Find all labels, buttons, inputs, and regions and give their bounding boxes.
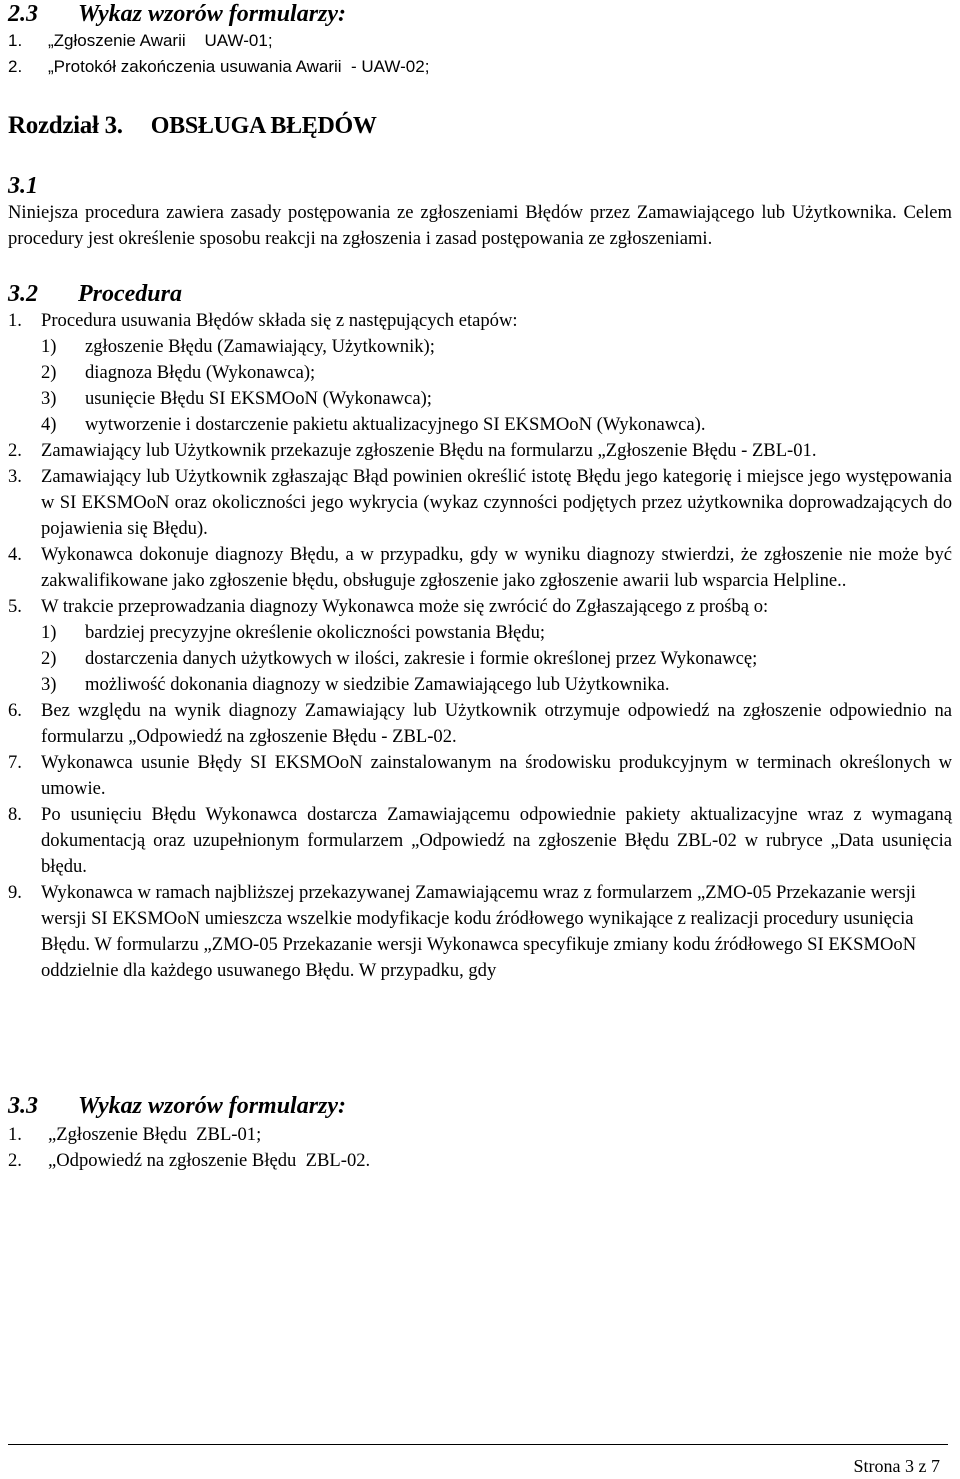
section-number: 3.2: [8, 281, 38, 307]
sub-item-number: 2): [41, 648, 57, 669]
list-item-text: Po usunięciu Błędu Wykonawca dostarcza Zamawiającemu odpowiednie pakiety aktualizacyjne wraz z wymaganą dokumentacją oraz uzupełnionym formularzem „Odpowiedź na zgłoszenie Błędu ZBL-02 w rubryce „Data usunięcia błędu.: [41, 804, 952, 877]
section-number: 3.3: [8, 1093, 38, 1119]
sub-list-item: [41, 334, 952, 360]
list-item-text: Zamawiający lub Użytkownik zgłaszając Błąd powinien określić istotę Błędu jego kategorię i miejsce jego występowania w SI EKSMOoN oraz okoliczności jego wykrycia (wykaz czynności podjętych przez użytkownika doprowadzających do pojawienia się Błędu).: [41, 466, 952, 539]
sub-item-text: diagnoza Błędu (Wykonawca);: [85, 362, 316, 383]
forms-list: [8, 28, 958, 80]
list-item-number: 2.: [8, 1150, 22, 1171]
list-item-number: 1.: [8, 310, 22, 331]
sub-item-number: 3): [41, 674, 57, 695]
list-item: [8, 542, 952, 594]
sub-list: [41, 334, 952, 438]
sub-list-item: [41, 386, 952, 412]
sub-item-number: 1): [41, 622, 57, 643]
list-item: [8, 750, 952, 802]
list-item-text: „Zgłoszenie Awarii UAW-01;: [48, 31, 273, 50]
list-item-number: 2.: [8, 440, 22, 461]
sub-item-number: 2): [41, 362, 57, 383]
section-title: Wykaz wzorów formularzy:: [78, 1093, 347, 1119]
sub-list-item: [41, 646, 952, 672]
list-item-number: 1.: [8, 1124, 22, 1145]
list-item-number: 1.: [8, 31, 23, 50]
list-item: [8, 438, 952, 464]
section-title: Procedura: [78, 281, 182, 307]
list-item-number: 2.: [8, 57, 23, 76]
list-item: [8, 54, 958, 80]
list-item-number: 3.: [8, 466, 22, 487]
list-item: [8, 28, 958, 54]
list-item-number: 4.: [8, 544, 22, 565]
sub-list: [41, 620, 952, 698]
list-item: [8, 308, 952, 438]
list-item-text: Bez względu na wynik diagnozy Zamawiający lub Użytkownik otrzymuje odpowiedź na zgłoszenie odpowiednio na formularzu „Odpowiedź na zgłoszenie Błędu - ZBL-02.: [41, 700, 952, 747]
sub-item-text: możliwość dokonania diagnozy w siedzibie Zamawiającego lub Użytkownika.: [85, 674, 670, 695]
section-number: 3.1: [8, 173, 38, 199]
list-item-text: W trakcie przeprowadzania diagnozy Wykonawca może się zwrócić do Zgłaszającego z prośbą o:: [41, 596, 769, 617]
sub-item-number: 1): [41, 336, 57, 357]
sub-item-text: wytworzenie i dostarczenie pakietu aktualizacyjnego SI EKSMOoN (Wykonawca).: [85, 414, 706, 435]
section-title: Wykaz wzorów formularzy:: [78, 1, 347, 27]
chapter-label: Rozdział 3.: [8, 112, 123, 139]
list-item: [8, 698, 952, 750]
section-paragraph: Niniejsza procedura zawiera zasady postępowania ze zgłoszeniami Błędów przez Zamawiającego lub Użytkownika. Celem procedury jest określenie sposobu reakcji na zgłoszenia i zasad postępowania ze zgłoszeniami.: [8, 202, 952, 249]
section-heading: [8, 280, 952, 308]
forms-list: [8, 1122, 958, 1174]
section-heading: [8, 172, 952, 200]
section-number: 2.3: [8, 1, 38, 27]
sub-item-number: 3): [41, 388, 57, 409]
list-item: [8, 464, 952, 542]
list-item: [8, 1122, 958, 1148]
list-item-text: „Zgłoszenie Błędu ZBL-01;: [48, 1124, 262, 1145]
page-number: Strona 3 z 7: [853, 1456, 940, 1476]
list-item-number: 8.: [8, 804, 22, 825]
sub-list-item: [41, 412, 952, 438]
section-heading: [8, 0, 958, 28]
list-item-text: „Odpowiedź na zgłoszenie Błędu ZBL-02.: [48, 1150, 371, 1171]
sub-item-text: bardziej precyzyjne określenie okoliczności powstania Błędu;: [85, 622, 546, 643]
procedure-list: [8, 308, 952, 984]
list-item-number: 9.: [8, 882, 22, 903]
footer-divider: [8, 1444, 948, 1445]
sub-item-text: zgłoszenie Błędu (Zamawiający, Użytkownik);: [85, 336, 435, 357]
list-item-text: Wykonawca usunie Błędy SI EKSMOoN zainstalowanym na środowisku produkcyjnym w terminach określonych w umowie.: [41, 752, 952, 799]
sub-list-item: [41, 672, 952, 698]
list-item-number: 5.: [8, 596, 22, 617]
list-item-text: Procedura usuwania Błędów składa się z następujących etapów:: [41, 310, 518, 331]
sub-item-text: dostarczenia danych użytkowych w ilości, zakresie i formie określonej przez Wykonawcę;: [85, 648, 758, 669]
sub-list-item: [41, 360, 952, 386]
section-3-2: [8, 280, 952, 984]
list-item-text: Wykonawca dokonuje diagnozy Błędu, a w przypadku, gdy w wyniku diagnozy stwierdzi, że zgłoszenie nie może być zakwalifikowane jako zgłoszenie błędu, obsługuje zgłoszenie jako zgłoszenie awarii lub wsparcia Helpline..: [41, 544, 952, 591]
section-3-3: [8, 1092, 958, 1174]
list-item-text: „Protokół zakończenia usuwania Awarii - UAW-02;: [48, 57, 430, 76]
list-item-text: Zamawiający lub Użytkownik przekazuje zgłoszenie Błędu na formularzu „Zgłoszenie Błędu - ZBL-01.: [41, 440, 817, 461]
sub-item-number: 4): [41, 414, 57, 435]
list-item: [8, 802, 952, 880]
section-3-1: [8, 172, 952, 252]
section-2-3: [8, 0, 958, 80]
list-item-number: 6.: [8, 700, 22, 721]
sub-list-item: [41, 620, 952, 646]
section-heading: [8, 1092, 958, 1120]
list-item-number: 7.: [8, 752, 22, 773]
chapter-heading: [8, 111, 377, 141]
list-item: [8, 594, 952, 698]
list-item: [8, 880, 952, 984]
chapter-title: OBSŁUGA BŁĘDÓW: [150, 113, 377, 139]
list-item: [8, 1148, 958, 1174]
list-item-text: Wykonawca w ramach najbliższej przekazywanej Zamawiającemu wraz z formularzem „ZMO-05 Przekazanie wersji wersji SI EKSMOoN umieszcza wszelkie modyfikacje kodu źródłowego wynikające z realizacji procedury usunięcia Błędu. W formularzu „ZMO-05 Przekazanie wersji Wykonawca specyfikuje zmiany kodu źródłowego SI EKSMOoN oddzielnie dla każdego usuwanego Błędu. W przypadku, gdy: [41, 882, 917, 981]
sub-item-text: usunięcie Błędu SI EKSMOoN (Wykonawca);: [85, 388, 432, 409]
